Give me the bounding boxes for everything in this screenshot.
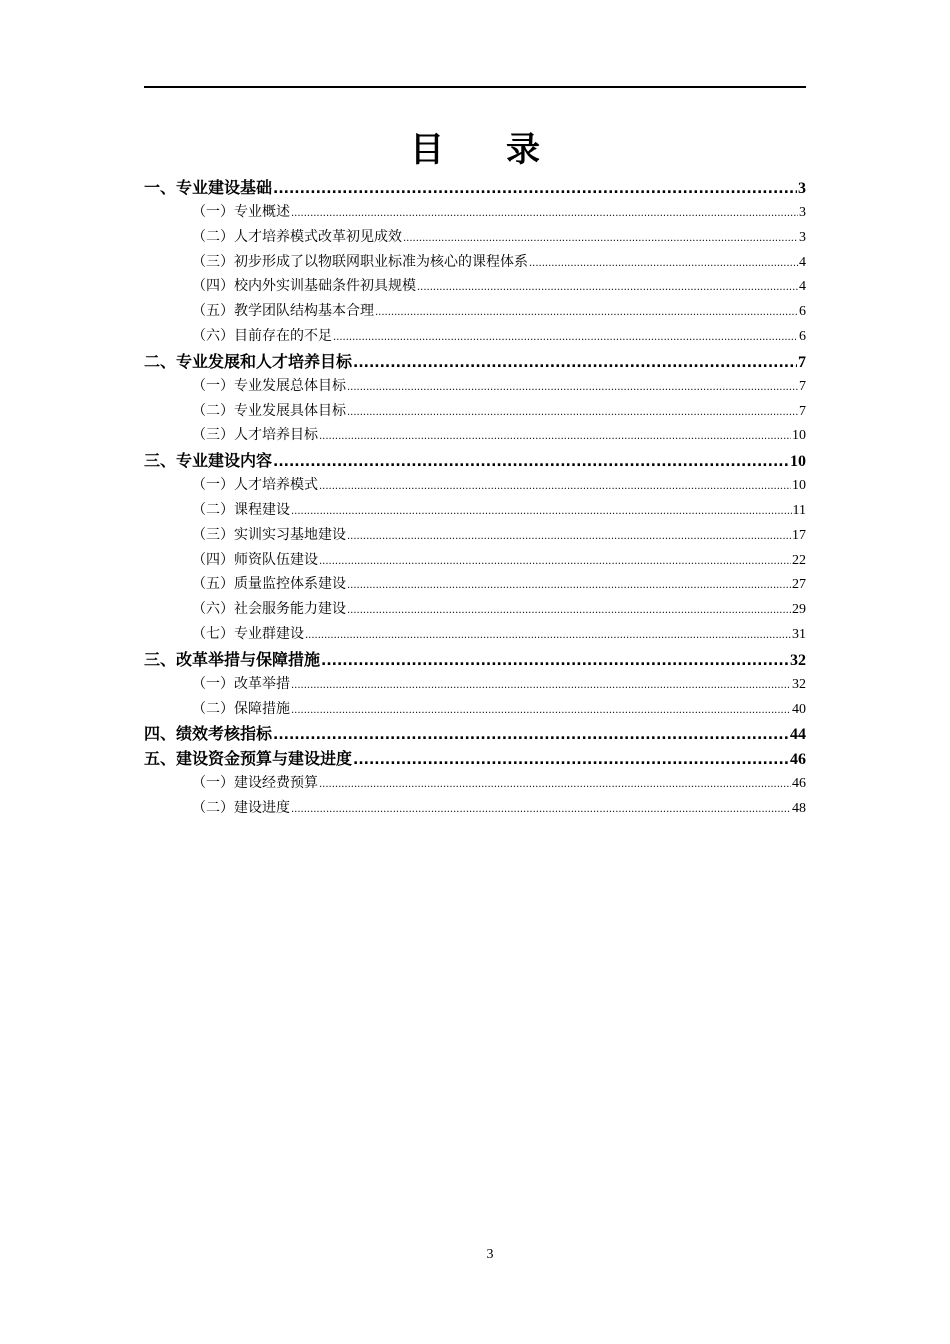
toc-entry-page-number: 7 — [799, 403, 806, 419]
toc-dot-leader — [529, 252, 798, 275]
toc-dot-leader — [291, 699, 791, 722]
toc-dot-leader — [273, 723, 789, 746]
toc-section-entry[interactable] — [144, 399, 806, 424]
toc-dot-leader — [333, 326, 798, 349]
toc-entry-page-number: 46 — [790, 751, 806, 769]
toc-section-entry[interactable] — [144, 672, 806, 697]
toc-entry-title: （三）实训实习基地建设 — [192, 526, 346, 543]
table-of-contents — [144, 175, 806, 821]
toc-section-entry[interactable] — [144, 597, 806, 622]
toc-dot-leader — [347, 599, 791, 622]
toc-entry-title: （五）质量监控体系建设 — [192, 576, 346, 593]
toc-chapter-entry[interactable] — [144, 746, 806, 771]
toc-entry-title: 四、绩效考核指标 — [144, 724, 273, 744]
toc-entry-title: 三、改革举措与保障措施 — [144, 649, 321, 669]
toc-entry-title: （三）初步形成了以物联网职业标准为核心的课程体系 — [192, 253, 528, 270]
toc-entry-title: （一）改革举措 — [192, 675, 290, 692]
toc-section-entry[interactable] — [144, 572, 806, 597]
toc-entry-page-number: 32 — [792, 676, 806, 692]
toc-section-entry[interactable] — [144, 796, 806, 821]
toc-entry-title: 五、建设资金预算与建设进度 — [144, 749, 353, 769]
toc-entry-page-number: 6 — [799, 304, 806, 320]
toc-section-entry[interactable] — [144, 548, 806, 573]
toc-entry-page-number: 31 — [792, 626, 806, 642]
toc-entry-page-number: 48 — [792, 801, 806, 817]
toc-section-entry[interactable] — [144, 225, 806, 250]
toc-chapter-entry[interactable] — [144, 349, 806, 374]
toc-entry-page-number: 7 — [798, 353, 806, 371]
toc-dot-leader — [347, 525, 791, 548]
toc-section-entry[interactable] — [144, 250, 806, 275]
toc-section-entry[interactable] — [144, 473, 806, 498]
toc-entry-page-number: 22 — [792, 552, 806, 568]
toc-entry-title: （一）人才培养模式 — [192, 477, 318, 494]
toc-dot-leader — [273, 177, 797, 200]
toc-dot-leader — [291, 798, 791, 821]
toc-entry-title: （二）人才培养模式改革初见成效 — [192, 228, 402, 245]
toc-entry-title: （二）课程建设 — [192, 501, 290, 518]
toc-entry-page-number: 10 — [790, 453, 806, 471]
toc-entry-page-number: 17 — [792, 527, 806, 543]
toc-entry-title: （六）社会服务能力建设 — [192, 601, 346, 618]
toc-entry-title: （五）教学团队结构基本合理 — [192, 303, 374, 320]
toc-section-entry[interactable] — [144, 697, 806, 722]
header-rule — [144, 86, 806, 88]
toc-dot-leader — [305, 624, 791, 647]
toc-section-entry[interactable] — [144, 423, 806, 448]
toc-entry-title: （六）目前存在的不足 — [192, 327, 332, 344]
toc-dot-leader — [291, 500, 792, 523]
toc-section-entry[interactable] — [144, 299, 806, 324]
toc-chapter-entry[interactable] — [144, 448, 806, 473]
toc-dot-leader — [375, 301, 798, 324]
toc-section-entry[interactable] — [144, 771, 806, 796]
toc-section-entry[interactable] — [144, 523, 806, 548]
toc-dot-leader — [347, 401, 798, 424]
toc-dot-leader — [319, 475, 791, 498]
toc-section-entry[interactable] — [144, 200, 806, 225]
toc-dot-leader — [417, 276, 798, 299]
toc-dot-leader — [403, 227, 798, 250]
toc-entry-page-number: 10 — [792, 478, 806, 494]
toc-entry-page-number: 4 — [799, 279, 806, 295]
toc-dot-leader — [347, 574, 791, 597]
toc-entry-title: （四）校内外实训基础条件初具规模 — [192, 278, 416, 295]
toc-entry-page-number: 3 — [799, 229, 806, 245]
toc-dot-leader — [321, 649, 789, 672]
page-number: 3 — [486, 1247, 494, 1262]
toc-entry-page-number: 29 — [792, 602, 806, 618]
toc-entry-title: （三）人才培养目标 — [192, 427, 318, 444]
toc-entry-page-number: 27 — [792, 577, 806, 593]
toc-entry-page-number: 44 — [790, 726, 806, 744]
toc-entry-title: 一、专业建设基础 — [144, 178, 273, 197]
toc-chapter-entry[interactable] — [144, 647, 806, 672]
toc-entry-page-number: 46 — [792, 776, 806, 792]
toc-entry-page-number: 3 — [798, 180, 806, 197]
toc-entry-title: （七）专业群建设 — [192, 625, 304, 642]
toc-entry-title: （二）建设进度 — [192, 800, 290, 817]
toc-entry-page-number: 7 — [799, 378, 806, 394]
toc-entry-title: （四）师资队伍建设 — [192, 551, 318, 568]
toc-dot-leader — [353, 351, 797, 374]
toc-section-entry[interactable] — [144, 274, 806, 299]
toc-entry-title: （一）建设经费预算 — [192, 775, 318, 792]
toc-entry-page-number: 32 — [790, 651, 806, 669]
toc-entry-title: （二）专业发展具体目标 — [192, 402, 346, 419]
toc-chapter-entry[interactable] — [144, 175, 806, 200]
toc-dot-leader — [319, 550, 791, 573]
toc-dot-leader — [319, 773, 791, 796]
toc-entry-page-number: 3 — [799, 205, 806, 220]
toc-entry-title: （一）专业概述 — [192, 204, 290, 220]
toc-entry-title: 二、专业发展和人才培养目标 — [144, 351, 353, 371]
toc-dot-leader — [273, 450, 789, 473]
toc-dot-leader — [353, 748, 789, 771]
toc-chapter-entry[interactable] — [144, 721, 806, 746]
toc-entry-page-number: 11 — [792, 502, 806, 518]
toc-entry-title: （一）专业发展总体目标 — [192, 377, 346, 394]
toc-entry-title: 三、专业建设内容 — [144, 451, 273, 471]
toc-entry-page-number: 10 — [792, 428, 806, 444]
toc-section-entry[interactable] — [144, 374, 806, 399]
toc-title: 目录 — [410, 130, 602, 170]
toc-section-entry[interactable] — [144, 324, 806, 349]
toc-section-entry[interactable] — [144, 622, 806, 647]
toc-dot-leader — [291, 202, 798, 225]
toc-entry-page-number: 4 — [799, 254, 806, 270]
toc-entry-page-number: 40 — [792, 701, 806, 717]
toc-dot-leader — [319, 425, 791, 448]
toc-section-entry[interactable] — [144, 498, 806, 523]
toc-dot-leader — [347, 376, 798, 399]
toc-entry-title: （二）保障措施 — [192, 700, 290, 717]
toc-dot-leader — [291, 674, 791, 697]
toc-entry-page-number: 6 — [799, 328, 806, 344]
